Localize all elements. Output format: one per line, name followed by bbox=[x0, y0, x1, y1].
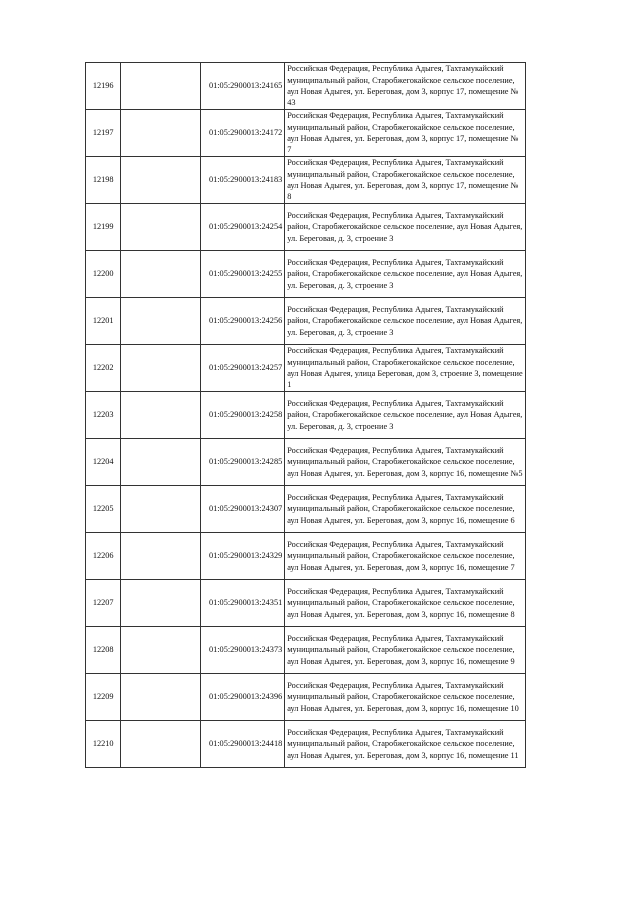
address-cell: Российская Федерация, Республика Адыгея, Тахтамукайский муниципальный район, Старобжегокайское сельское поселение, аул Новая Адыгея, улица Береговая, дом 3, строение 3, помещение 1 bbox=[285, 345, 526, 392]
cadastral-number-cell: 01:05:2900013:24255 bbox=[201, 251, 285, 298]
empty-cell bbox=[121, 157, 201, 204]
cadastral-number-cell: 01:05:2900013:24418 bbox=[201, 721, 285, 768]
table-row bbox=[86, 486, 526, 533]
table-body bbox=[86, 63, 526, 768]
cadastral-number-cell: 01:05:2900013:24256 bbox=[201, 298, 285, 345]
table-row bbox=[86, 721, 526, 768]
row-number-cell: 12203 bbox=[86, 392, 121, 439]
table-row bbox=[86, 580, 526, 627]
empty-cell bbox=[121, 204, 201, 251]
address-cell: Российская Федерация, Республика Адыгея, Тахтамукайский муниципальный район, Старобжегокайское сельское поселение, аул Новая Адыгея, ул. Береговая, дом 3, корпус 16, помещение №5 bbox=[285, 439, 526, 486]
cadastral-number-cell: 01:05:2900013:24183 bbox=[201, 157, 285, 204]
cadastral-number-cell: 01:05:2900013:24351 bbox=[201, 580, 285, 627]
address-cell: Российская Федерация, Республика Адыгея, Тахтамукайский муниципальный район, Старобжегокайское сельское поселение, аул Новая Адыгея, ул. Береговая, дом 3, корпус 16, помещение 8 bbox=[285, 580, 526, 627]
address-cell: Российская Федерация, Республика Адыгея, Тахтамукайский муниципальный район, Старобжегокайское сельское поселение, аул Новая Адыгея, ул. Береговая, дом 3, корпус 17, помещение № 8 bbox=[285, 157, 526, 204]
address-cell: Российская Федерация, Республика Адыгея, Тахтамукайский муниципальный район, Старобжегокайское сельское поселение, аул Новая Адыгея, ул. Береговая, дом 3, корпус 16, помещение 7 bbox=[285, 533, 526, 580]
row-number-cell: 12198 bbox=[86, 157, 121, 204]
empty-cell bbox=[121, 63, 201, 110]
cadastral-number-cell: 01:05:2900013:24258 bbox=[201, 392, 285, 439]
address-cell: Российская Федерация, Республика Адыгея, Тахтамукайский муниципальный район, Старобжегокайское сельское поселение, аул Новая Адыгея, ул. Береговая, дом 3, корпус 17, помещение № 7 bbox=[285, 110, 526, 157]
empty-cell bbox=[121, 298, 201, 345]
cadastral-number-cell: 01:05:2900013:24373 bbox=[201, 627, 285, 674]
table-row bbox=[86, 63, 526, 110]
row-number-cell: 12208 bbox=[86, 627, 121, 674]
row-number-cell: 12210 bbox=[86, 721, 121, 768]
empty-cell bbox=[121, 345, 201, 392]
row-number-cell: 12206 bbox=[86, 533, 121, 580]
row-number-cell: 12209 bbox=[86, 674, 121, 721]
address-cell: Российская Федерация, Республика Адыгея, Тахтамукайский район, Старобжегокайское сельское поселение, аул Новая Адыгея, ул. Береговая, д. 3, строение 3 bbox=[285, 298, 526, 345]
row-number-cell: 12202 bbox=[86, 345, 121, 392]
table-row bbox=[86, 251, 526, 298]
cadastral-number-cell: 01:05:2900013:24254 bbox=[201, 204, 285, 251]
table-row bbox=[86, 157, 526, 204]
empty-cell bbox=[121, 674, 201, 721]
row-number-cell: 12200 bbox=[86, 251, 121, 298]
empty-cell bbox=[121, 627, 201, 674]
table-row bbox=[86, 533, 526, 580]
cadastral-number-cell: 01:05:2900013:24257 bbox=[201, 345, 285, 392]
table-row bbox=[86, 439, 526, 486]
table-row bbox=[86, 345, 526, 392]
cadastral-number-cell: 01:05:2900013:24329 bbox=[201, 533, 285, 580]
table-row bbox=[86, 298, 526, 345]
address-cell: Российская Федерация, Республика Адыгея, Тахтамукайский муниципальный район, Старобжегокайское сельское поселение, аул Новая Адыгея, ул. Береговая, дом 3, корпус 17, помещение № 43 bbox=[285, 63, 526, 110]
empty-cell bbox=[121, 533, 201, 580]
row-number-cell: 12205 bbox=[86, 486, 121, 533]
cadastral-number-cell: 01:05:2900013:24165 bbox=[201, 63, 285, 110]
cadastral-number-cell: 01:05:2900013:24285 bbox=[201, 439, 285, 486]
table-row bbox=[86, 674, 526, 721]
empty-cell bbox=[121, 110, 201, 157]
address-cell: Российская Федерация, Республика Адыгея, Тахтамукайский муниципальный район, Старобжегокайское сельское поселение, аул Новая Адыгея, ул. Береговая, дом 3, корпус 16, помещение 11 bbox=[285, 721, 526, 768]
row-number-cell: 12197 bbox=[86, 110, 121, 157]
address-cell: Российская Федерация, Республика Адыгея, Тахтамукайский район, Старобжегокайское сельское поселение, аул Новая Адыгея, ул. Береговая, д. 3, строение 3 bbox=[285, 204, 526, 251]
table-row bbox=[86, 627, 526, 674]
row-number-cell: 12207 bbox=[86, 580, 121, 627]
address-cell: Российская Федерация, Республика Адыгея, Тахтамукайский муниципальный район, Старобжегокайское сельское поселение, аул Новая Адыгея, ул. Береговая, дом 3, корпус 16, помещение 6 bbox=[285, 486, 526, 533]
cadastral-number-cell: 01:05:2900013:24307 bbox=[201, 486, 285, 533]
row-number-cell: 12201 bbox=[86, 298, 121, 345]
cadastral-number-cell: 01:05:2900013:24172 bbox=[201, 110, 285, 157]
table-row bbox=[86, 204, 526, 251]
address-cell: Российская Федерация, Республика Адыгея, Тахтамукайский район, Старобжегокайское сельское поселение, аул Новая Адыгея, ул. Береговая, д. 3, строение 3 bbox=[285, 251, 526, 298]
address-cell: Российская Федерация, Республика Адыгея, Тахтамукайский муниципальный район, Старобжегокайское сельское поселение, аул Новая Адыгея, ул. Береговая, дом 3, корпус 16, помещение 10 bbox=[285, 674, 526, 721]
table-row bbox=[86, 392, 526, 439]
address-cell: Российская Федерация, Республика Адыгея, Тахтамукайский район, Старобжегокайское сельское поселение, аул Новая Адыгея, ул. Береговая, д. 3, строение 3 bbox=[285, 392, 526, 439]
empty-cell bbox=[121, 392, 201, 439]
address-cell: Российская Федерация, Республика Адыгея, Тахтамукайский муниципальный район, Старобжегокайское сельское поселение, аул Новая Адыгея, ул. Береговая, дом 3, корпус 16, помещение 9 bbox=[285, 627, 526, 674]
cadastral-number-cell: 01:05:2900013:24396 bbox=[201, 674, 285, 721]
empty-cell bbox=[121, 439, 201, 486]
empty-cell bbox=[121, 486, 201, 533]
empty-cell bbox=[121, 721, 201, 768]
empty-cell bbox=[121, 251, 201, 298]
empty-cell bbox=[121, 580, 201, 627]
table-row bbox=[86, 110, 526, 157]
property-register-table bbox=[85, 62, 526, 768]
row-number-cell: 12199 bbox=[86, 204, 121, 251]
row-number-cell: 12204 bbox=[86, 439, 121, 486]
row-number-cell: 12196 bbox=[86, 63, 121, 110]
